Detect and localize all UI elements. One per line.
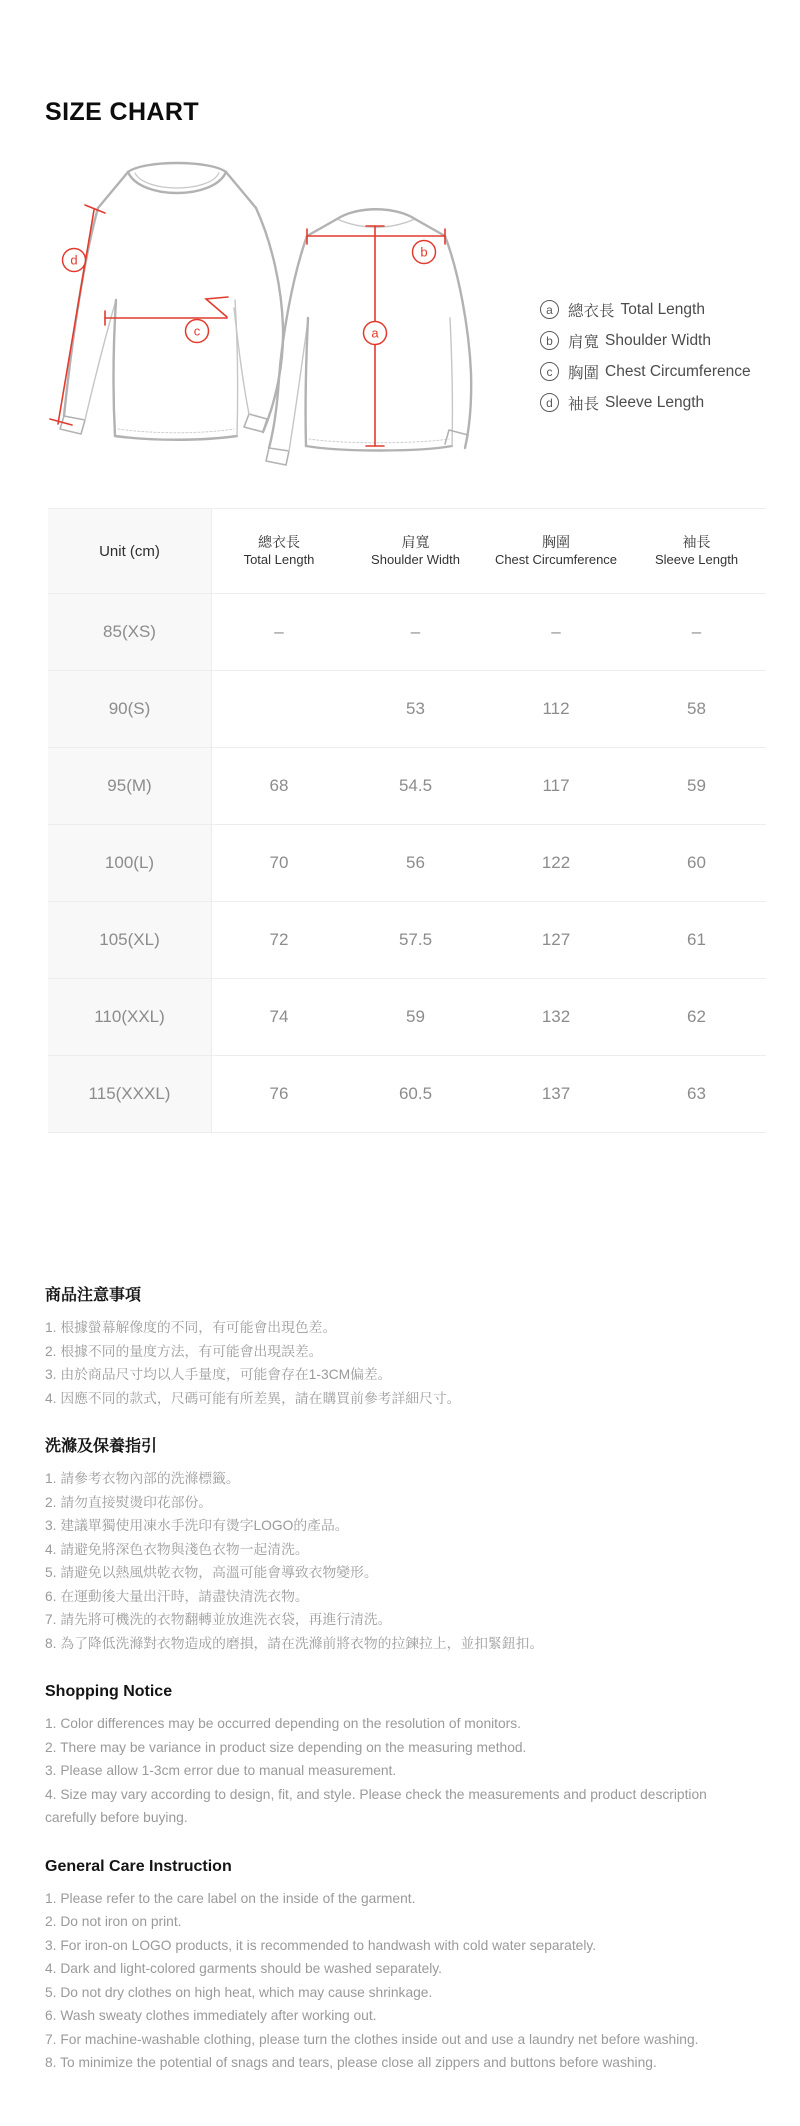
table-row [48, 902, 766, 979]
notice-item: 3. For iron-on LOGO products, it is recommended to handwash with cold water separately. [45, 1937, 597, 1953]
marker-a-letter: a [371, 325, 379, 341]
measurement-value-cell: – [274, 622, 284, 641]
legend-item-d [540, 387, 751, 418]
notice-item: 2. There may be variance in product size depending on the measuring method. [45, 1739, 527, 1755]
size-table-header-row [48, 509, 766, 594]
table-row [48, 825, 766, 902]
measurement-value-cell: 53 [406, 699, 425, 718]
unit-header-cell: Unit (cm) [48, 509, 212, 593]
notice-item: 8. To minimize the potential of snags and tears, please close all zippers and buttons before washing. [45, 2055, 657, 2070]
size-label-cell: 90(S) [48, 671, 212, 747]
notice-heading: Shopping Notice [45, 1683, 173, 1700]
notice-item: 6. 在運動後大量出汗時，請盡快清洗衣物。 [45, 1588, 309, 1604]
table-row [48, 1056, 766, 1132]
notice-item: 1. Color differences may be occurred depending on the resolution of monitors. [45, 1716, 522, 1731]
measurement-value-cell: 57.5 [398, 930, 433, 949]
measurement-value-cell: 63 [687, 1084, 706, 1103]
notices [45, 1285, 755, 2075]
notice-section [45, 1856, 755, 2075]
front-shirt-outline [60, 163, 283, 440]
notice-item: 2. 請勿直接熨燙印花部份。 [45, 1494, 213, 1510]
measurement-value-cell: 137 [541, 1084, 571, 1103]
measure-line-d [58, 210, 94, 424]
notice-item: 1. 根據螢幕解像度的不同，有可能會出現色差。 [45, 1320, 337, 1335]
size-table [48, 508, 766, 1133]
measure-markers [63, 241, 436, 345]
notice-item: 3. 建議單獨使用凍水手洗印有燙字LOGO的產品。 [45, 1518, 349, 1533]
column-header-zh: 總衣長 [258, 534, 300, 550]
notice-heading: 商品注意事項 [45, 1287, 142, 1304]
measurement-value-cell: 132 [541, 1007, 571, 1026]
measurement-value-cell: 59 [687, 776, 706, 795]
measurement-value-cell: 58 [687, 699, 706, 718]
column-header-zh: 袖長 [682, 534, 711, 550]
legend-item-a [540, 294, 751, 325]
notice-item: 4. Dark and light-colored garments should be washed separately. [45, 1961, 443, 1976]
legend-label-en: Shoulder Width [605, 331, 711, 349]
notice-item: 7. 請先將可機洗的衣物翻轉並放進洗衣袋，再進行清洗。 [45, 1612, 392, 1627]
measurement-value-cell: 68 [269, 776, 289, 795]
marker-d [63, 249, 86, 272]
table-row [48, 748, 766, 825]
legend-label-en: Chest Circumference [605, 362, 751, 380]
legend-label-zh: 肩寬 [568, 333, 600, 351]
measurement-legend [540, 294, 751, 418]
circled-letter-a-icon: a [540, 300, 559, 319]
notice-item: 5. Do not dry clothes on high heat, which may cause shrinkage. [45, 1984, 433, 2000]
circled-letter-c-icon: c [540, 362, 559, 381]
column-header-en: Sleeve Length [654, 552, 739, 567]
size-label-cell: 100(L) [48, 825, 212, 901]
notice-heading: General Care Instruction [45, 1857, 232, 1875]
measurement-value-cell: 117 [542, 776, 570, 795]
measurement-value-cell: 122 [541, 853, 571, 872]
measurement-value-cell [212, 671, 346, 747]
size-label-cell: 95(M) [48, 748, 212, 824]
measurement-value-cell: – [410, 622, 421, 641]
measure-flag-c [206, 297, 228, 317]
notice-item: 2. Do not iron on print. [45, 1914, 182, 1929]
table-row [48, 671, 766, 748]
table-row [48, 594, 766, 671]
measurement-diagram [0, 148, 800, 470]
size-label-cell: 85(XS) [48, 594, 212, 670]
marker-b [413, 241, 436, 264]
notice-item: 4. Size may vary according to design, fit, and style. Please check the measurements and product description carefully before buying. [45, 1786, 707, 1825]
measurement-value-cell: 61 [687, 930, 706, 949]
notice-heading: 洗滌及保養指引 [45, 1438, 158, 1455]
measurement-value-cell: 74 [269, 1007, 289, 1026]
notice-item: 3. 由於商品尺寸均以人手量度，可能會存在1-3CM偏差。 [45, 1367, 392, 1382]
notice-section [45, 1285, 755, 1410]
size-label-cell: 110(XXL) [48, 979, 212, 1055]
notice-item: 1. Please refer to the care label on the inside of the garment. [45, 1890, 416, 1906]
notice-section [45, 1436, 755, 1655]
notice-item: 4. 因應不同的款式，尺碼可能有所差異，請在購買前參考詳細尺寸。 [45, 1390, 461, 1406]
circled-letter-b-icon: b [540, 331, 559, 350]
measurement-value-cell: 72 [269, 930, 289, 949]
column-header-cell [212, 509, 346, 593]
circled-letter-d-icon: d [540, 393, 559, 412]
column-header-zh: 胸圍 [542, 534, 570, 550]
measurement-value-cell: 60 [687, 853, 706, 872]
garment-diagram-svg [22, 148, 492, 470]
measurement-value-cell: 59 [406, 1007, 425, 1026]
notice-item: 1. 請參考衣物內部的洗滌標籤。 [45, 1471, 240, 1486]
measurement-value-cell: 62 [687, 1007, 706, 1026]
marker-c [186, 320, 209, 343]
measurement-value-cell: 56 [406, 853, 425, 872]
measurement-value-cell: 60.5 [398, 1084, 433, 1103]
legend-label-en: Total Length [620, 300, 705, 318]
column-header-cell [346, 509, 485, 593]
column-header-en: Chest Circumference [494, 552, 618, 567]
measurement-value-cell: 70 [269, 853, 289, 872]
legend-label-zh: 總衣長 [568, 302, 615, 320]
legend-item-b [540, 325, 751, 356]
measurement-value-cell: 76 [269, 1084, 289, 1103]
table-row [48, 979, 766, 1056]
legend-label-zh: 袖長 [568, 395, 600, 413]
notice-item: 2. 根據不同的量度方法，有可能會出現誤差。 [45, 1343, 323, 1359]
marker-c-letter: c [193, 323, 201, 339]
legend-label-zh: 胸圍 [568, 364, 600, 382]
measurement-value-cell: – [691, 622, 702, 641]
notice-item: 4. 請避免將深色衣物與淺色衣物一起清洗。 [45, 1541, 309, 1557]
notice-item: 3. Please allow 1-3cm error due to manual measurement. [45, 1763, 397, 1778]
legend-item-c [540, 356, 751, 387]
page-title: SIZE CHART [45, 98, 199, 126]
legend-label-en: Sleeve Length [605, 393, 705, 411]
measurement-value-cell: 127 [541, 930, 571, 949]
notice-item: 7. For machine-washable clothing, please turn the clothes inside out and use a laundry net before washing. [45, 2031, 699, 2047]
marker-b-letter: b [420, 244, 428, 260]
column-header-en: Shoulder Width [371, 552, 460, 567]
measurement-value-cell: 54.5 [398, 776, 433, 795]
measurement-value-cell: – [551, 622, 561, 641]
notice-item: 6. Wash sweaty clothes immediately after working out. [45, 2008, 377, 2023]
size-label-cell: 105(XL) [48, 902, 212, 978]
notice-section [45, 1681, 755, 1830]
column-header-zh: 肩寬 [401, 534, 430, 550]
measurement-value-cell: 112 [542, 699, 570, 718]
column-header-cell [627, 509, 766, 593]
notice-item: 8. 為了降低洗滌對衣物造成的磨損，請在洗滌前將衣物的拉鍊拉上，並扣緊鈕扣。 [45, 1635, 544, 1651]
notice-item: 5. 請避免以熱風烘乾衣物，高溫可能會導致衣物變形。 [45, 1565, 378, 1580]
size-label-cell: 115(XXXL) [48, 1056, 212, 1132]
column-header-cell [485, 509, 627, 593]
marker-d-letter: d [70, 252, 78, 268]
column-header-en: Total Length [243, 552, 315, 567]
marker-a [364, 322, 387, 345]
